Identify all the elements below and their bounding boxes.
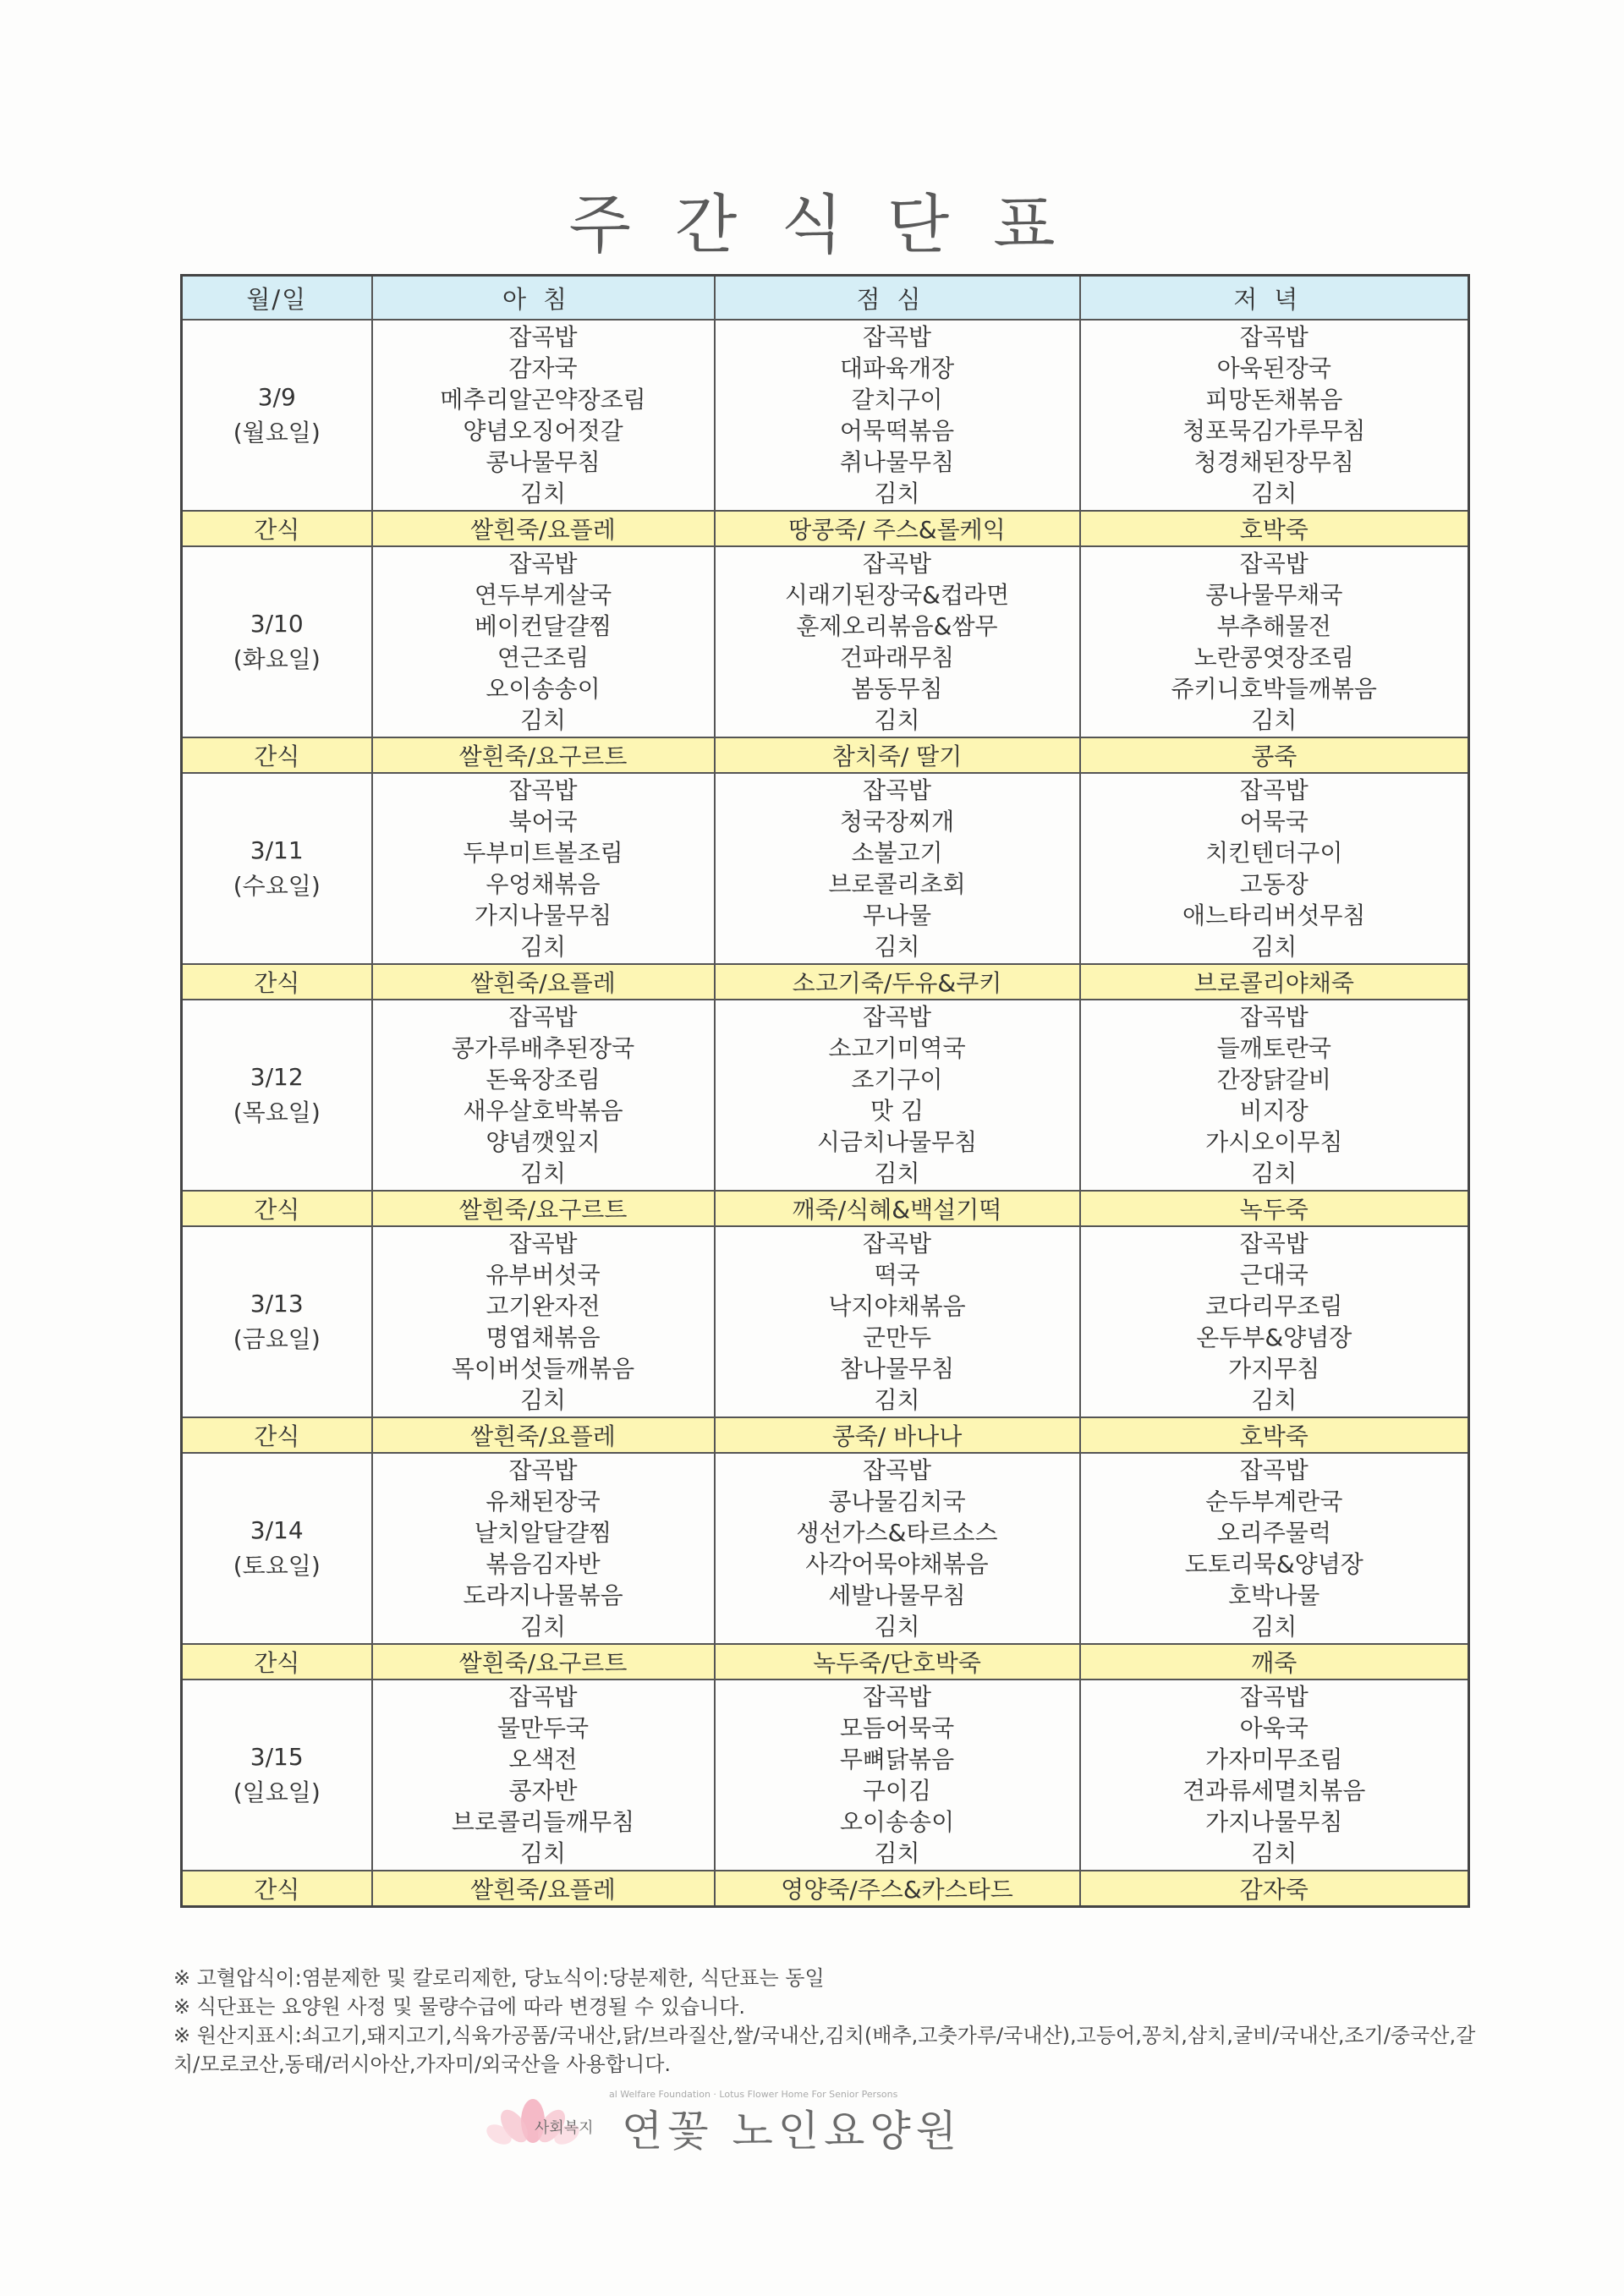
menu-item: 순두부계란국 [1205,1488,1343,1515]
header-lunch: 점심 [715,276,1080,321]
snack-cell: 녹두죽/단호박죽 [715,1644,1080,1680]
snack-label: 간식 [182,737,372,773]
menu-item: 잡곡밥 [1239,1456,1309,1484]
menu-item: 콩자반 [508,1777,578,1805]
menu-item: 목이버섯들깨볶음 [451,1355,635,1383]
menu-item: 아욱국 [1239,1714,1309,1742]
date-cell [182,1680,372,1871]
menu-item: 가지무침 [1228,1355,1320,1383]
menu-item: 잡곡밥 [1239,1683,1309,1711]
menu-item: 오이송송이 [486,675,601,703]
date-text: 3/11 [250,836,304,864]
weekday-text: (화요일) [233,645,321,673]
breakfast-cell [372,773,715,964]
menu-item: 가지나물무침 [474,901,612,929]
menu-item: 고동장 [1239,870,1309,898]
menu-item: 김치 [1251,1159,1298,1187]
menu-item: 유채된장국 [486,1488,601,1515]
lunch-cell [715,1680,1080,1871]
menu-item: 어묵떡볶음 [839,417,955,445]
snack-cell: 콩죽 [1080,737,1469,773]
menu-item: 사각어묵야채볶음 [805,1550,989,1578]
menu-item: 청경채된장무침 [1193,448,1354,476]
menu-item: 소고기미역국 [828,1034,966,1062]
snack-cell: 땅콩죽/ 주스&롤케익 [715,511,1080,546]
date-cell [182,1000,372,1191]
menu-item: 오색전 [508,1745,578,1773]
menu-item: 콩가루배추된장국 [451,1034,635,1062]
menu-item: 두부미트볼조림 [463,839,623,867]
snack-cell: 감자죽 [1080,1871,1469,1907]
weekday-text: (수요일) [233,872,321,900]
menu-item: 잡곡밥 [862,1683,932,1711]
dinner-cell [1080,546,1469,737]
day-row [182,1680,1469,1871]
lunch-cell [715,1000,1080,1191]
footer-prefix: 사회복지 [535,2119,594,2137]
menu-item: 잡곡밥 [1239,323,1309,351]
note-change: ※ 식단표는 요양원 사정 및 물량수급에 따라 변경될 수 있습니다. [173,1995,745,2019]
menu-item: 잡곡밥 [1239,550,1309,578]
menu-item: 잡곡밥 [508,550,578,578]
menu-item: 맛 김 [870,1097,924,1125]
snack-cell: 콩죽/ 바나나 [715,1417,1080,1453]
menu-item: 취나물무침 [839,448,955,476]
date-text: 3/10 [250,610,304,638]
day-row [182,320,1469,511]
menu-item: 부추해물전 [1216,612,1331,640]
menu-item: 세발나물무침 [828,1581,966,1609]
menu-item: 김치 [519,479,567,507]
snack-cell: 호박죽 [1080,511,1469,546]
menu-item: 낙지야채볶음 [828,1292,966,1320]
menu-item: 청국장찌개 [839,808,955,836]
breakfast-cell [372,1000,715,1191]
snack-row [182,1644,1469,1680]
menu-item: 건파래무침 [839,644,955,671]
menu-item: 비지장 [1239,1097,1309,1125]
menu-item: 잡곡밥 [508,1003,578,1031]
menu-item: 잡곡밥 [862,323,932,351]
menu-item: 봄동무침 [851,675,943,703]
snack-cell: 깨죽 [1080,1644,1469,1680]
menu-item: 무뼈닭볶음 [839,1745,955,1773]
snack-cell: 쌀흰죽/요구르트 [372,737,715,773]
snack-cell: 쌀흰죽/요플레 [372,1871,715,1907]
menu-item: 갈치구이 [851,386,943,414]
menu-item: 우엉채볶음 [486,870,601,898]
menu-item: 잡곡밥 [508,776,578,804]
menu-item: 대파육개장 [839,354,955,382]
menu-item: 간장닭갈비 [1216,1066,1331,1093]
menu-item: 잡곡밥 [862,776,932,804]
dinner-cell [1080,1680,1469,1871]
snack-cell: 쌀흰죽/요구르트 [372,1644,715,1680]
menu-item: 훈제오리볶음&쌈무 [796,612,998,640]
snack-label: 간식 [182,1644,372,1680]
menu-item: 코다리무조림 [1205,1292,1343,1320]
date-cell [182,773,372,964]
menu-item: 김치 [1251,479,1298,507]
footer-english: al Welfare Foundation · Lotus Flower Home For Senior Persons [609,2089,898,2100]
menu-item: 김치 [1251,1386,1298,1414]
menu-item: 김치 [874,1613,920,1641]
dinner-cell [1080,1453,1469,1644]
header-dinner: 저녁 [1080,276,1469,321]
date-text: 3/9 [257,383,296,411]
menu-item: 새우살호박볶음 [463,1097,623,1125]
snack-cell: 영양죽/주스&카스타드 [715,1871,1080,1907]
menu-item: 잡곡밥 [508,1683,578,1711]
menu-item: 콩나물김치국 [828,1488,966,1515]
breakfast-cell [372,1680,715,1871]
snack-cell: 브로콜리야채죽 [1080,964,1469,1000]
menu-item: 김치 [1251,933,1298,961]
menu-item: 온두부&양념장 [1196,1323,1352,1351]
day-row [182,1226,1469,1417]
date-text: 3/15 [250,1743,304,1771]
menu-item: 김치 [519,1386,567,1414]
snack-label: 간식 [182,1191,372,1226]
menu-item: 볶음김자반 [486,1550,601,1578]
day-row [182,1453,1469,1644]
dinner-cell [1080,773,1469,964]
lunch-cell [715,1226,1080,1417]
note-diet: ※ 고혈압식이:염분제한 및 칼로리제한, 당뇨식이:당분제한, 식단표는 동일 [173,1966,825,1990]
menu-item: 김치 [874,1159,920,1187]
menu-item: 잡곡밥 [862,1456,932,1484]
menu-item: 잡곡밥 [508,1230,578,1258]
menu-item: 연근조림 [497,644,590,671]
snack-cell: 쌀흰죽/요플레 [372,964,715,1000]
snack-cell: 깨죽/식혜&백설기떡 [715,1191,1080,1226]
menu-item: 날치알달걀찜 [474,1519,612,1547]
page-title: 주간식단표 [568,187,1100,262]
header-date: 월/일 [182,276,372,321]
menu-item: 잡곡밥 [862,550,932,578]
snack-row [182,1871,1469,1907]
table-header-row [182,276,1469,321]
weekday-text: (일요일) [233,1778,321,1806]
menu-item: 고기완자전 [486,1292,601,1320]
snack-row [182,1417,1469,1453]
weekly-menu-table [180,274,1470,1908]
lunch-cell [715,773,1080,964]
snack-cell: 참치죽/ 딸기 [715,737,1080,773]
note-origin: ※ 원산지표시:쇠고기,돼지고기,식육가공품/국내산,닭/브라질산,쌀/국내산,김치(배추,고춧가루/국내산),고등어,꽁치,삼치,굴비/국내산,조기/중국산,갈치/모로코산,동태/러시아산,가자미/외국산을 사용합니다. [173,2024,1476,2076]
dinner-cell [1080,320,1469,511]
dinner-cell [1080,1226,1469,1417]
menu-item: 어묵국 [1239,808,1309,836]
date-cell [182,320,372,511]
header-breakfast: 아침 [372,276,715,321]
menu-item: 양념오징어젓갈 [463,417,623,445]
snack-cell: 소고기죽/두유&쿠키 [715,964,1080,1000]
menu-item: 잡곡밥 [1239,776,1309,804]
snack-label: 간식 [182,511,372,546]
menu-item: 김치 [1251,1839,1298,1867]
snack-row [182,737,1469,773]
menu-item: 피망돈채볶음 [1205,386,1343,414]
snack-label: 간식 [182,964,372,1000]
lunch-cell [715,546,1080,737]
menu-item: 노란콩엿장조림 [1193,644,1354,671]
menu-item: 오이송송이 [839,1808,955,1836]
menu-item: 떡국 [874,1261,920,1289]
breakfast-cell [372,320,715,511]
menu-item: 잡곡밥 [1239,1230,1309,1258]
snack-row [182,1191,1469,1226]
menu-item: 아욱된장국 [1216,354,1331,382]
snack-cell: 쌀흰죽/요플레 [372,1417,715,1453]
snack-row [182,511,1469,546]
day-row [182,1000,1469,1191]
menu-item: 생선가스&타르소스 [796,1519,998,1547]
date-text: 3/13 [250,1290,304,1318]
menu-item: 김치 [874,479,920,507]
menu-item: 명엽채볶음 [486,1323,601,1351]
menu-item: 치킨텐더구이 [1205,839,1343,867]
date-text: 3/14 [250,1516,304,1544]
menu-item: 김치 [519,706,567,734]
menu-item: 김치 [519,1839,567,1867]
menu-item: 잡곡밥 [862,1003,932,1031]
menu-item: 도라지나물볶음 [463,1581,623,1609]
menu-item: 청포묵김가루무침 [1182,417,1366,445]
menu-item: 견과류세멸치볶음 [1182,1777,1366,1805]
menu-item: 물만두국 [497,1714,590,1742]
menu-item: 근대국 [1239,1261,1309,1289]
snack-row [182,964,1469,1000]
menu-item: 연두부게살국 [474,581,612,609]
menu-item: 들깨토란국 [1216,1034,1331,1062]
breakfast-cell [372,1453,715,1644]
menu-item: 베이컨달걀찜 [474,612,612,640]
menu-item: 군만두 [862,1323,932,1351]
menu-item: 브로콜리들깨무침 [451,1808,635,1836]
date-cell [182,1226,372,1417]
menu-item: 참나물무침 [839,1355,955,1383]
day-row [182,773,1469,964]
menu-item: 시래기된장국&컵라면 [784,581,1010,609]
menu-item: 김치 [874,933,920,961]
menu-item: 양념깻잎지 [486,1128,601,1156]
menu-item: 김치 [874,706,920,734]
menu-item: 김치 [1251,1613,1298,1641]
date-cell [182,1453,372,1644]
menu-item: 잡곡밥 [1239,1003,1309,1031]
menu-item: 잡곡밥 [862,1230,932,1258]
snack-cell: 호박죽 [1080,1417,1469,1453]
menu-item: 브로콜리초회 [828,870,966,898]
menu-item: 잡곡밥 [508,323,578,351]
date-text: 3/12 [250,1063,304,1091]
weekday-text: (목요일) [233,1099,321,1126]
weekday-text: (금요일) [233,1325,321,1353]
menu-item: 메추리알곤약장조림 [440,386,646,414]
menu-item: 쥬키니호박들깨볶음 [1171,675,1377,703]
dinner-cell [1080,1000,1469,1191]
menu-item: 가시오이무침 [1205,1128,1343,1156]
breakfast-cell [372,546,715,737]
menu-item: 김치 [519,1613,567,1641]
notes-section [173,1964,1476,2079]
menu-item: 구이김 [862,1777,932,1805]
menu-item: 가자미무조림 [1205,1745,1343,1773]
snack-cell: 녹두죽 [1080,1191,1469,1226]
facility-logo [482,2089,1159,2156]
menu-item: 호박나물 [1228,1581,1320,1609]
menu-item: 김치 [874,1839,920,1867]
menu-item: 콩나물무침 [486,448,601,476]
snack-cell: 쌀흰죽/요플레 [372,511,715,546]
menu-item: 돈육장조림 [486,1066,601,1093]
menu-item: 김치 [519,933,567,961]
menu-item: 도토리묵&양념장 [1184,1550,1363,1578]
menu-item: 북어국 [508,808,578,836]
snack-label: 간식 [182,1871,372,1907]
lunch-cell [715,320,1080,511]
snack-label: 간식 [182,1417,372,1453]
menu-item: 소불고기 [851,839,943,867]
menu-item: 김치 [519,1159,567,1187]
weekday-text: (토요일) [233,1552,321,1580]
breakfast-cell [372,1226,715,1417]
weekday-text: (월요일) [233,419,321,447]
date-cell [182,546,372,737]
footer-brand: 연꽃 노인요양원 [622,2107,962,2156]
menu-item: 잡곡밥 [508,1456,578,1484]
menu-item: 조기구이 [851,1066,943,1093]
menu-item: 오리주물럭 [1216,1519,1331,1547]
menu-item: 유부버섯국 [486,1261,601,1289]
menu-item: 감자국 [508,354,578,382]
menu-item: 애느타리버섯무침 [1182,901,1366,929]
menu-item: 모듬어묵국 [839,1714,955,1742]
menu-item: 김치 [1251,706,1298,734]
menu-item: 가지나물무침 [1205,1808,1343,1836]
day-row [182,546,1469,737]
menu-item: 무나물 [862,901,932,929]
menu-item: 콩나물무채국 [1205,581,1343,609]
menu-item: 시금치나물무침 [816,1128,978,1156]
lunch-cell [715,1453,1080,1644]
snack-cell: 쌀흰죽/요구르트 [372,1191,715,1226]
menu-item: 김치 [874,1386,920,1414]
